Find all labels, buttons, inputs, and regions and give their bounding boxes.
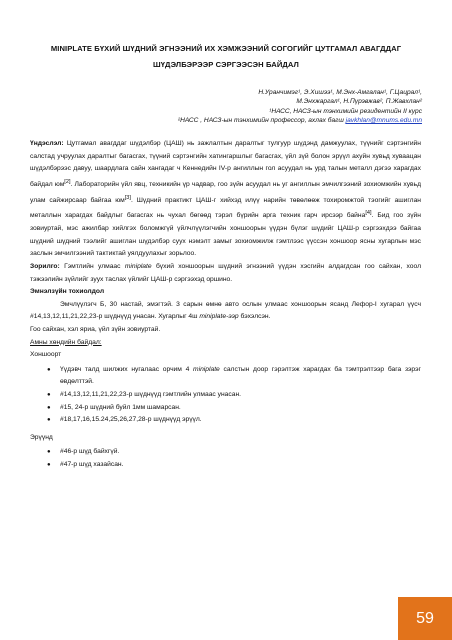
bullet-icon: ● (47, 449, 51, 456)
case-heading: Эмнэлзүйн тохиолдол (30, 288, 105, 296)
affiliation-2-text: ²НАСС , НАСЗ-ын тэнхимийн профессор, ахлах багш (177, 117, 346, 125)
abstract-text-2: . Лабораторийн үйл явц, техникийн үр чадвар, гоо зүйн асуудал нь уг ангиллын эмчилгээний зохиомжийн хувьд улам сайжирсаар байгаа юм (30, 181, 421, 204)
bullet-icon: ● (47, 391, 51, 398)
citation-2: [2] (64, 178, 71, 185)
bullet-icon: ● (47, 461, 51, 468)
list-item: ● #46-р шүд байхгүй. (60, 446, 421, 459)
abstract-text-4: . Бид гоо зүйн зовиуртай, мэс ажилбар хийлгэх боломжгүй үйлчлүүлэгчийн хоншоорын үүдэн бүлэг шүдийг ЦАШ-р сэргээхдээ байгаа шүдний шүдний тээлийг ашиглан шүдэлбэр суух нэмэлт замыг зохиомжилж гэмтлээс үүссэн хоншоор ясны хугарлын мэс заслын эмчилгээний тактиктай уялдуулахыг зорьлоо. (30, 212, 421, 258)
paper-title (30, 41, 422, 73)
citation-4: [4] (365, 210, 372, 217)
goal-text-a: Гэмтлийн улмаас (59, 263, 125, 271)
case-text-italic: miniplate-ээр (199, 313, 239, 321)
case-paragraph-1 (30, 299, 421, 324)
oral-status-heading: Амны хөндийн байдал: (30, 338, 102, 346)
list-item: ● #47-р шүд хазайсан. (60, 459, 421, 472)
lower-jaw-list (30, 446, 421, 471)
bullet-icon: ● (47, 417, 51, 424)
paper-title-line-1: MINIPLATE БҮХИЙ ШҮДНИЙ ЭГНЭЭНИЙ ИХ ХЭМЖЭЭНИЙ СОГОГИЙГ ЦУТГАМАЛ АВАГДДАГ (50, 44, 402, 53)
list-item: ● #14,13,12,11,21,22,23-р шүднүүд гэмтлийн улмаас унасан. (60, 389, 421, 402)
author-list-line-1: Н.Уранчимэг¹, Э.Хишээ¹, М.Энх-Амгалан¹, Г.Цацрал¹, (258, 89, 422, 96)
list-item: ● Үүдэвч талд шилжих нугалаас орчим 4 miniplate салстын доор гэрэлтэж харагдах ба тэмтрэлтээр бага зэрэг өвдөлттэй. (47, 365, 421, 386)
affiliation-2 (122, 116, 422, 125)
bullet-icon: ● (47, 404, 51, 411)
goal-paragraph (30, 261, 421, 286)
bullet-icon: ● (47, 366, 51, 373)
abstract-label: Үндэслэл: (30, 140, 64, 147)
abstract-text-1: Цутгамал авагддаг шүдэлбэр (ЦАШ) нь зажлалтын даралтыг тулгуур шүдэнд дамжуулах, түүнийг сэртэнгийн салстад учруулах даралтыг багасгах, түүний сэртэнгийн хатингаршлыг багасгах, үйл зүй болон эрүүл ахуйн хувьд хуваацан шүдэлбэрээс давуу, шаардлага сайн хангадаг ч Кеннедийн IV-р ангиллын гол асуудал нь урд талын металл дэгээ харагдах байдал юм (30, 140, 421, 189)
goal-label: Зорилго: (30, 263, 60, 271)
list-item: ● #18,17,16,15.24,25,26,27,28-р шүднүүд эрүүл. (60, 414, 421, 427)
case-paragraph-2: Гоо сайхан, хэл яриа, үйл зүйн зовиуртай. (30, 326, 161, 334)
citation-3: [3] (124, 194, 131, 201)
case-text-1: Эмчлүүлэгч Б, 30 настай, эмэгтэй. 3 сарын өмнө авто ослын улмаас хоншоорын ясанд Лефор-I хугарал үүсч #14,13,12,11,21,22,23-р шүднүүд унасан. Хугарлыг 4ш (30, 300, 421, 321)
abstract-text-3: . Шүдний практикт ЦАШ-г хийхэд илүү нарийн төвөлөөж тохиромжтой тэогийг ашиглан металлын харагдах байдлыг багасгах нь чухал бөгөөд тэрэл бүрийн арга техник гарч ирсээр байна (30, 196, 421, 220)
lower-jaw-label: Эрүүнд (30, 433, 53, 441)
abstract-paragraph (30, 138, 421, 261)
affiliation-1: ¹НАСС, НАСЗ-ын тэнхимийн резидентийн II курс (269, 107, 422, 115)
goal-text-c: бүхий хоншоорын шүдний эгнээний үүдэн хэсгийн алдагдсан гоо сайхан, хоол тэжээлийн зүйлийг зууx таслах үйлийг ЦАШ-р сэргээхэд оршино. (30, 263, 422, 283)
list-item: ● #15, 24-р шүдний буйл 1мм шамарсан. (60, 402, 421, 415)
author-list-line-2: М.Энхжаргал¹, Н.Пүрэвжав², П.Жавхлан² (296, 98, 422, 106)
article-body (30, 138, 421, 472)
goal-text-italic: miniplate (124, 263, 152, 271)
page-number-badge (398, 597, 452, 640)
upper-jaw-list (30, 364, 421, 427)
paper-title-line-2: ШҮДЭЛБЭРЭЭР СЭРГЭЭСЭН БАЙДАЛ (153, 60, 299, 69)
upper-jaw-label: Хоншоорт (30, 351, 62, 359)
page-number: 59 (416, 609, 434, 627)
author-block (122, 88, 422, 126)
case-text-1-end: бэхэлсэн. (238, 313, 271, 321)
author-email-link[interactable]: javkhlan@mnums.edu.mn (345, 117, 422, 125)
